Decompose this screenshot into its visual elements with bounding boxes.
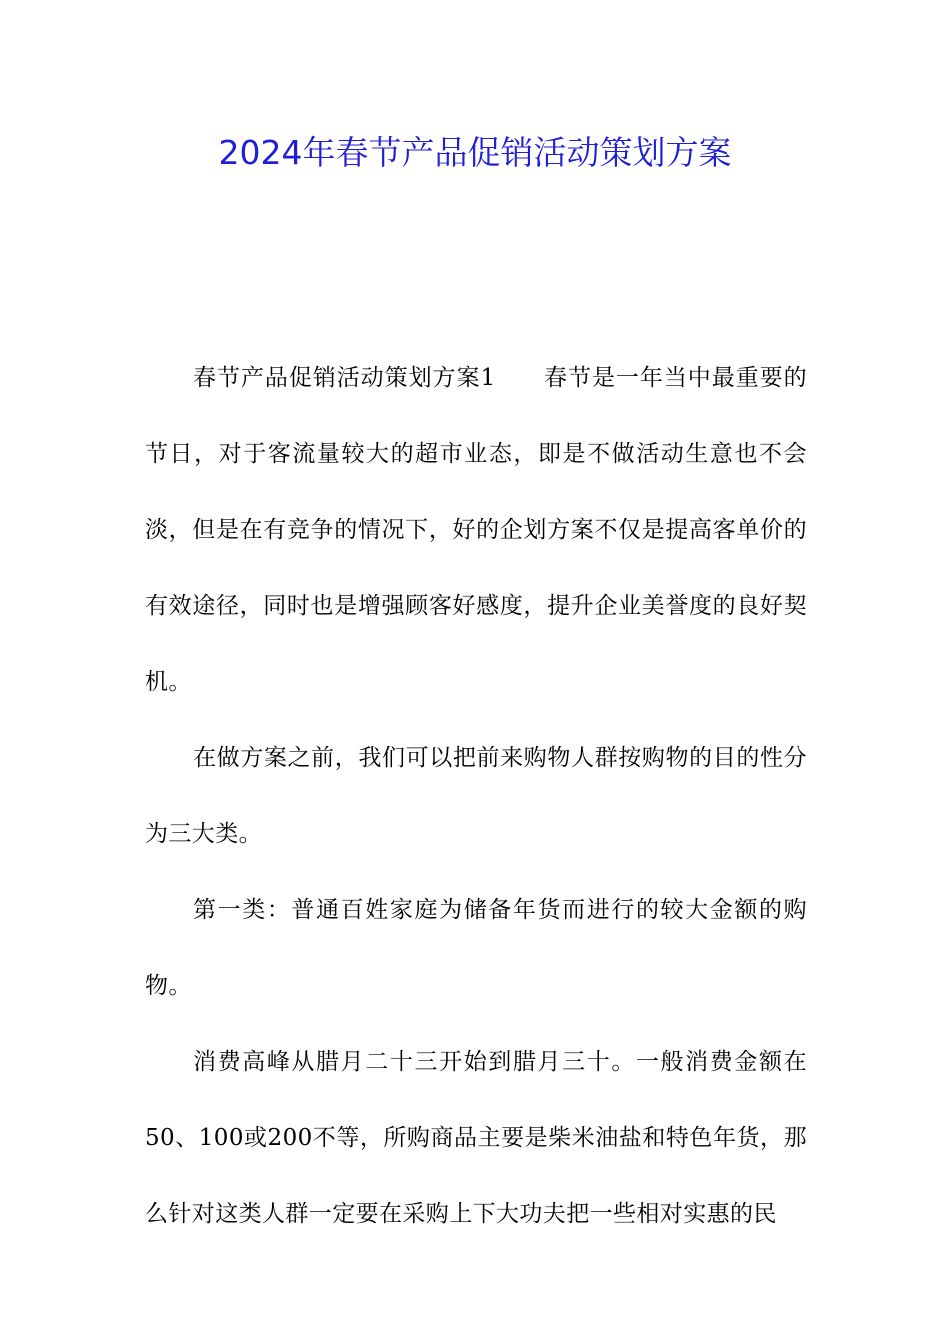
section-heading: 春节产品促销活动策划方案1 <box>193 365 496 391</box>
paragraph-1-text: 春节是一年当中最重要的节日，对于客流量较大的超市业态，即是不做活动生意也不会淡，但是在有竞争的情况下，好的企划方案不仅是提高客单价的有效途径，同时也是增强顾客好感度，提升企业美誉度的良好契机。 <box>145 365 807 695</box>
paragraph-4: 消费高峰从腊月二十三开始到腊月三十。一般消费金额在50、100或200不等，所购商品主要是柴米油盐和特色年货，那么针对这类人群一定要在采购上下大功夫把一些相对实惠的民 <box>145 1049 807 1227</box>
paragraph-2: 在做方案之前，我们可以把前来购物人群按购物的目的性分为三大类。 <box>145 745 807 847</box>
paragraph-1 <box>145 340 807 720</box>
document-title: 2024年春节产品促销活动策划方案 <box>218 133 732 172</box>
document-body <box>145 340 807 1252</box>
paragraph-3: 第一类：普通百姓家庭为储备年货而进行的较大金额的购物。 <box>145 897 807 999</box>
